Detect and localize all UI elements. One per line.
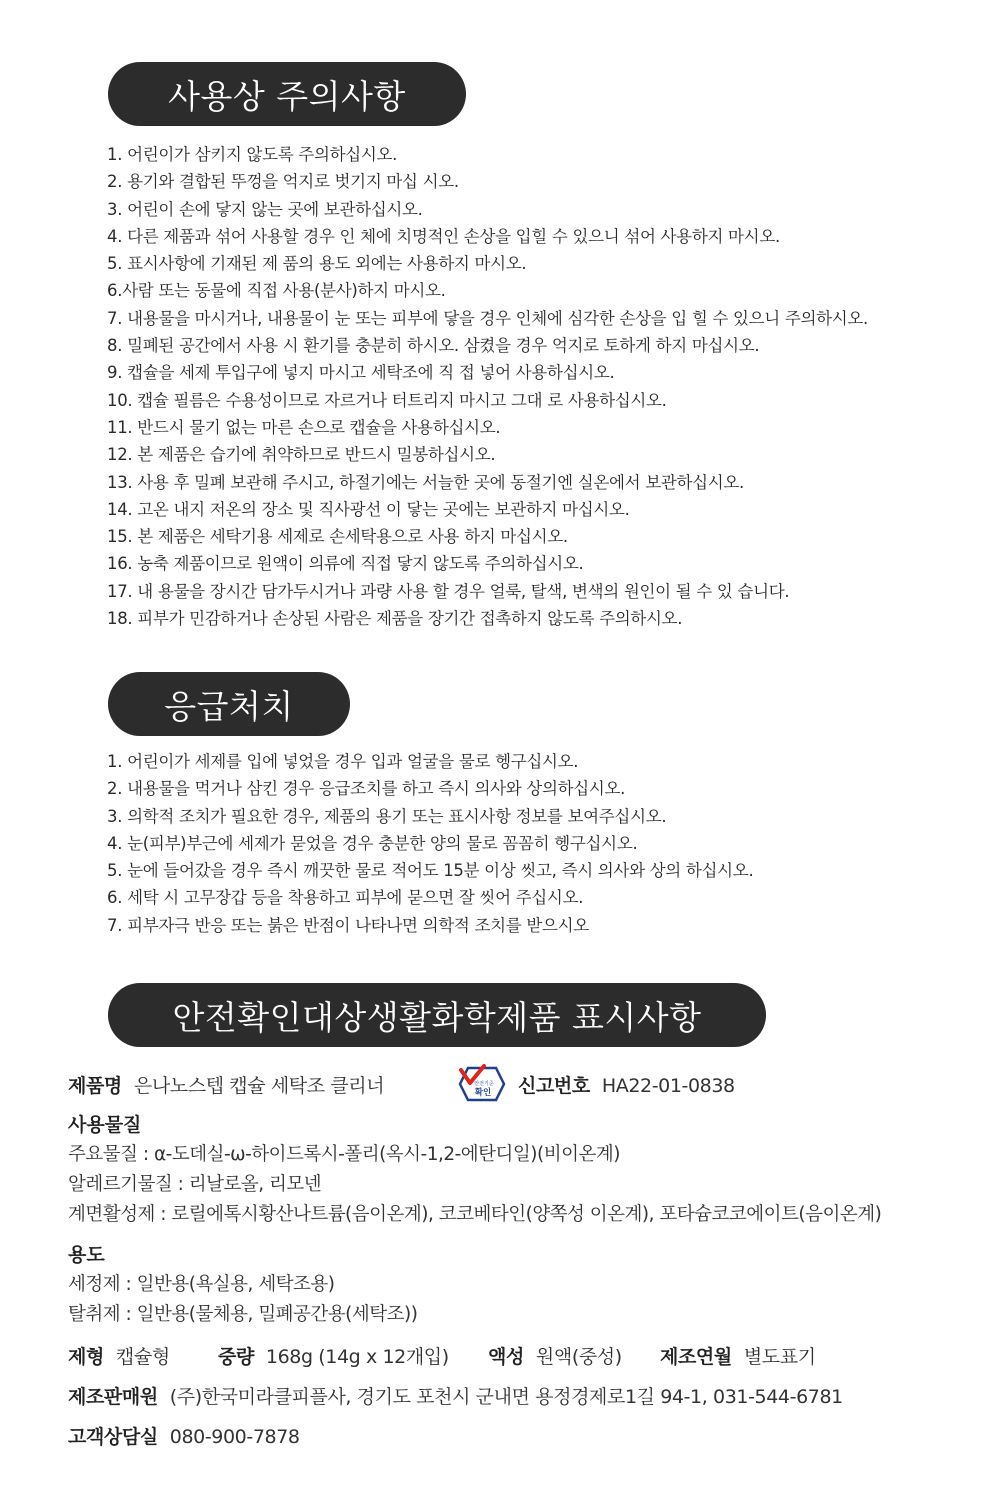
maker-label: 제조판매원 (68, 1386, 158, 1408)
precautions-title: 사용상 주의사항 (108, 62, 466, 126)
first-aid-item: 6. 세탁 시 고무장갑 등을 착용하고 피부에 묻으면 잘 씻어 주십시오. (107, 888, 584, 908)
first-aid-list (107, 748, 753, 939)
form-row (68, 1342, 170, 1369)
precaution-item: 9. 캡슐을 세제 투입구에 넣지 마시고 세탁조에 직 접 넣어 사용하십시오. (107, 363, 615, 383)
weight-label: 중량 (218, 1346, 254, 1368)
first-aid-item: 4. 눈(피부)부근에 세제가 묻었을 경우 충분한 양의 물로 꼼꼼히 헹구십시오. (107, 833, 638, 853)
liquid-value: 원액(중성) (535, 1346, 622, 1368)
precaution-item: 18. 피부가 민감하거나 손상된 사람은 제품을 장기간 접촉하지 않도록 주의하시오. (107, 609, 683, 629)
date-row (660, 1342, 816, 1369)
form-label: 제형 (68, 1346, 104, 1368)
product-name-value: 은나노스텝 캡슐 세탁조 클리너 (133, 1075, 385, 1097)
precaution-item: 14. 고온 내지 저온의 장소 및 직사광선 이 닿는 곳에는 보관하지 마십시오. (107, 499, 630, 519)
weight-row (218, 1342, 449, 1369)
product-name-label: 제품명 (68, 1075, 122, 1097)
product-name-row (68, 1071, 384, 1098)
customer-service-row (68, 1422, 300, 1449)
date-label: 제조연월 (660, 1346, 732, 1368)
precaution-item: 8. 밀폐된 공간에서 사용 시 환기를 충분히 하시오. 삼켰을 경우 억지로 토하게 하지 마십시오. (107, 336, 760, 356)
precaution-item: 4. 다른 제품과 섞어 사용할 경우 인 체에 치명적인 손상을 입힐 수 있으니 섞어 사용하지 마시오. (107, 226, 780, 246)
first-aid-item: 3. 의학적 조치가 필요한 경우, 제품의 용기 또는 표시사항 정보를 보여주십시오. (107, 806, 667, 826)
first-aid-item: 1. 어린이가 세제를 입에 넣었을 경우 입과 얼굴을 물로 헹구십시오. (107, 752, 579, 771)
weight-value: 168g (14g x 12개입) (265, 1346, 449, 1368)
precaution-item: 15. 본 제품은 세탁기용 세제로 손세탁용으로 사용 하지 마십시오. (107, 527, 568, 547)
usage-heading: 용도 (68, 1244, 105, 1266)
safety-label-title: 안전확인대상생활화학제품 표시사항 (108, 983, 766, 1047)
substance-line: 주요물질 : α-도데실-ω-하이드록시-폴리(옥시-1,2-에탄디일)(비이온계) (68, 1144, 620, 1165)
safety-check-badge-icon (458, 1064, 506, 1104)
precaution-item: 17. 내 용물을 장시간 담가두시거나 과량 사용 할 경우 얼룩, 탈색, 변색의 원인이 될 수 있 습니다. (107, 581, 790, 601)
precautions-list (107, 141, 868, 632)
precaution-item: 10. 캡슐 필름은 수용성이므로 자르거나 터트리지 마시고 그대 로 사용하십시오. (107, 390, 667, 410)
first-aid-title: 응급처치 (108, 672, 350, 736)
precaution-item: 16. 농축 제품이므로 원액이 의류에 직접 닿지 않도록 주의하십시오. (107, 554, 584, 574)
precaution-item: 1. 어린이가 삼키지 않도록 주의하십시오. (107, 145, 398, 164)
precaution-item: 13. 사용 후 밀폐 보관해 주시고, 하절기에는 서늘한 곳에 동절기엔 실온에서 보관하십시오. (107, 472, 744, 492)
first-aid-item: 5. 눈에 들어갔을 경우 즉시 깨끗한 물로 적어도 15분 이상 씻고, 즉시 의사와 상의 하십시오. (107, 861, 754, 881)
substances-heading: 사용물질 (68, 1114, 142, 1136)
precaution-item: 3. 어린이 손에 닿지 않는 곳에 보관하십시오. (107, 199, 423, 219)
customer-service-label: 고객상담실 (68, 1426, 158, 1448)
precaution-item: 7. 내용물을 마시거나, 내용물이 눈 또는 피부에 닿을 경우 인체에 심각한 손상을 입 힐 수 있으니 주의하시오. (107, 308, 868, 328)
usage-line: 탈취제 : 일반용(물체용, 밀폐공간용(세탁조)) (68, 1304, 418, 1325)
badge-text-bottom: 확인 (474, 1088, 492, 1098)
liquid-label: 액성 (488, 1346, 524, 1368)
report-no-value: HA22-01-0838 (601, 1075, 735, 1097)
precaution-item: 6.사람 또는 동물에 직접 사용(분사)하지 마시오. (107, 281, 446, 301)
badge-text-top: 안전기준 (474, 1081, 494, 1087)
date-value: 별도표기 (743, 1346, 816, 1368)
report-no-label: 신고번호 (518, 1075, 590, 1097)
first-aid-item: 7. 피부자극 반응 또는 붉은 반점이 나타나면 의학적 조치를 받으시오 (107, 915, 589, 935)
form-value: 캡슐형 (115, 1346, 170, 1368)
maker-value: (주)한국미라클피플사, 경기도 포천시 군내면 용정경제로1길 94-1, 031-544-6781 (169, 1386, 843, 1408)
precaution-item: 2. 용기와 결합된 뚜껑을 억지로 벗기지 마십 시오. (107, 172, 459, 192)
report-no-row (518, 1071, 735, 1098)
liquid-row (488, 1342, 622, 1369)
substance-line: 알레르기물질 : 리날로올, 리모넨 (68, 1174, 322, 1195)
precaution-item: 11. 반드시 물기 없는 마른 손으로 캡슐을 사용하십시오. (107, 417, 501, 437)
first-aid-item: 2. 내용물을 먹거나 삼킨 경우 응급조치를 하고 즉시 의사와 상의하십시오. (107, 779, 626, 799)
substance-line: 계면활성제 : 로릴에톡시황산나트륨(음이온계), 코코베타인(양쪽성 이온계), 포타슘코코에이트(음이온계) (68, 1204, 882, 1225)
customer-service-value: 080-900-7878 (169, 1426, 300, 1448)
precaution-item: 12. 본 제품은 습기에 취약하므로 반드시 밀봉하십시오. (107, 445, 496, 465)
precaution-item: 5. 표시사항에 기재된 제 품의 용도 외에는 사용하지 마시오. (107, 254, 527, 274)
usage-line: 세정제 : 일반용(욕실용, 세탁조용) (68, 1274, 335, 1295)
maker-row (68, 1382, 843, 1409)
